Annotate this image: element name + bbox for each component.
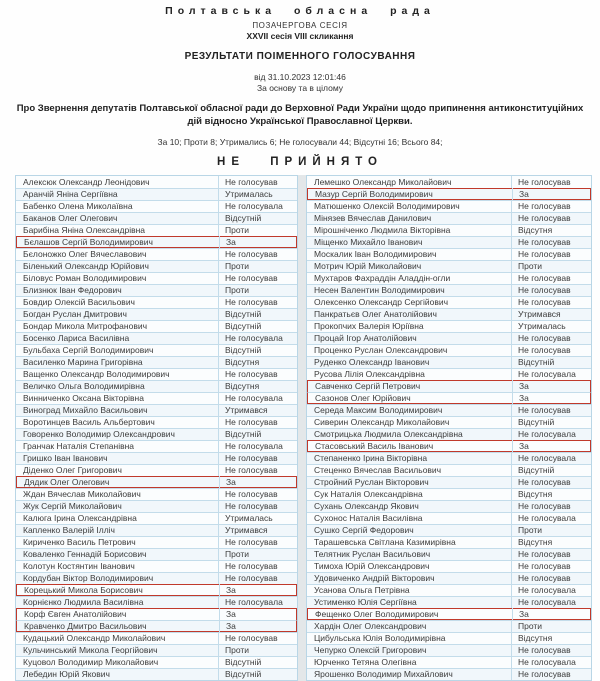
table-row [307,452,591,464]
deputy-name: Бовдир Олексій Васильович [16,296,219,308]
vote-value: Утрималась [225,513,273,524]
table-row [16,356,297,368]
deputy-name: Дядик Олег Олегович [17,476,220,488]
table-row [307,620,591,632]
table-row [307,392,591,404]
table-row [16,440,297,452]
table-row [307,248,591,260]
deputy-name: Смотрицька Людмила Олександрівна [307,428,512,440]
voting-table-left [15,175,298,681]
deputy-name: Кириченко Василь Петрович [16,536,219,548]
table-row [16,584,297,596]
deputy-name: Фещенко Олег Володимирович [308,608,513,620]
table-row [307,308,591,320]
table-row [16,320,297,332]
deputy-name: Виноград Михайло Васильович [16,404,219,416]
deputy-name: Жук Сергій Миколайович [16,500,219,512]
deputy-name: Мотрич Юрій Миколайович [307,260,512,272]
vote-value: Не голосував [518,645,571,656]
table-row [16,344,297,356]
deputy-name: Міщенко Михайло Іванович [307,236,512,248]
vote-value: Не голосувала [518,657,576,668]
vote-value: Не голосувала [518,453,576,464]
table-row [16,308,297,320]
deputy-name: Тарашевська Світлана Казимирівна [307,536,512,548]
vote-value: Не голосував [518,249,571,260]
vote-value: Не голосував [518,345,571,356]
vote-summary: За 10; Проти 8; Утримались 6; Не голосували 44; Відсутні 16; Всього 84; [157,136,443,147]
table-row [16,488,297,500]
vote-decision: НЕ ПРИЙНЯТО [217,155,383,168]
deputy-name: Чепурко Олексій Григорович [307,644,512,656]
table-row [307,536,591,548]
deputy-name: Корецький Микола Борисович [17,584,220,596]
table-row [16,620,297,632]
deputy-name: Стеценко Вячеслав Васильович [307,464,512,476]
table-row [307,296,591,308]
vote-value: Відсутній [225,345,262,356]
deputy-name: Процай Ігор Анатолійович [307,332,512,344]
deputy-name: Цибульська Юлія Володимирівна [307,632,512,644]
deputy-name: Степаненко Ірина Вікторівна [307,452,512,464]
vote-value: Не голосував [518,176,571,187]
vote-value: Відсутній [225,669,262,680]
vote-value: Не голосував [518,669,571,680]
vote-value: Проти [518,261,543,272]
vote-value: Не голосував [518,213,571,224]
deputy-name: Діденко Олег Григорович [16,464,219,476]
table-row [307,656,591,668]
table-row [307,380,591,392]
vote-value: Не голосувала [518,429,576,440]
table-row [307,500,591,512]
table-row [16,452,297,464]
deputy-name: Кравченко Дмитро Васильович [17,620,220,632]
vote-value: Не голосував [225,176,278,187]
table-row [307,524,591,536]
vote-value: За [226,609,236,620]
column-gutter [298,175,306,681]
vote-value: Відсутній [225,213,262,224]
deputy-name: Баканов Олег Олегович [16,212,219,224]
vote-value: Відсутній [518,417,555,428]
deputy-name: Гришко Іван Іванович [16,452,219,464]
deputy-name: Стасовський Василь Іванович [308,440,513,452]
deputy-name: Удовиченко Андрій Вікторович [307,572,512,584]
vote-question: Про Звернення депутатів Полтавської обласної ради до Верховної Ради України щодо припинення антиконституційних дій відносно Української Православної Церкви. [16,103,584,127]
vote-value: Не голосував [518,549,571,560]
vote-value: За [226,620,236,631]
vote-value: Відсутня [225,357,260,368]
deputy-name: Матюшенко Олексій Володимирович [307,200,512,212]
deputy-name: Несен Валентин Володимирович [307,284,512,296]
vote-value: Проти [225,549,250,560]
deputy-name: Аранчій Яніна Сергіївна [16,188,219,200]
vote-value: Не голосував [225,297,278,308]
deputy-name: Савченко Сергій Петрович [308,380,513,392]
vote-value: Відсутня [225,381,260,392]
vote-value: Утримався [225,525,268,536]
vote-value: Не голосував [225,453,278,464]
document-header [0,0,600,168]
vote-value: Не голосувала [518,585,576,596]
deputy-name: Телятник Руслан Васильович [307,548,512,560]
table-row [16,548,297,560]
table-row [16,524,297,536]
vote-value: Не голосувала [225,441,283,452]
vote-value: Не голосував [225,465,278,476]
deputy-name: Олексенко Олександр Сергійович [307,296,512,308]
vote-value: За [226,476,236,487]
table-row [16,236,297,248]
vote-value: Відсутній [518,357,555,368]
vote-value: Проти [225,645,250,656]
deputy-name: Коваленко Геннадій Борисович [16,548,219,560]
deputy-name: Бєлоножко Олег Вячеславович [16,248,219,260]
deputy-name: Прокопчих Валерія Юріївна [307,320,512,332]
vote-value: Не голосував [518,333,571,344]
table-row [16,380,297,392]
table-row [307,596,591,608]
vote-value: Не голосувала [225,333,283,344]
deputy-name: Бондар Микола Митрофанович [16,320,219,332]
deputy-name: Богдан Руслан Дмитрович [16,308,219,320]
deputy-name: Ярошенко Володимир Михайлович [307,668,512,680]
deputy-name: Мірошніченко Людмила Вікторівна [307,224,512,236]
vote-value: Не голосував [225,537,278,548]
table-row [16,416,297,428]
vote-value: Не голосувала [518,513,576,524]
vote-value: Відсутня [518,489,553,500]
deputy-name: Лемешко Олександр Миколайович [307,176,512,188]
vote-value: Проти [518,525,543,536]
deputy-name: Стройний Руслан Вікторович [307,476,512,488]
deputy-name: Кульчинський Микола Георгійович [16,644,219,656]
deputy-name: Сухань Олександр Якович [307,500,512,512]
deputy-name: Барибіна Яніна Олександрівна [16,224,219,236]
table-row [307,332,591,344]
deputy-name: Корнієнко Людмила Василівна [16,596,219,608]
table-row [307,476,591,488]
table-row [307,668,591,680]
vote-value: Відсутня [518,225,553,236]
vote-value: Відсутній [518,465,555,476]
table-row [16,260,297,272]
deputy-name: Винниченко Оксана Вікторівна [16,392,219,404]
deputy-name: Панкратьєв Олег Анатолійович [307,308,512,320]
vote-value: Не голосував [518,201,571,212]
table-row [16,332,297,344]
deputy-name: Біловус Роман Володимирович [16,272,219,284]
table-row [16,368,297,380]
vote-value: Проти [518,621,543,632]
table-row [307,320,591,332]
vote-value: За [519,188,529,199]
table-row [16,404,297,416]
table-row [16,500,297,512]
deputy-name: Кудацький Олександр Миколайович [16,632,219,644]
table-row [16,188,297,200]
vote-value: За [519,608,529,619]
vote-value: Проти [225,225,250,236]
table-row [307,188,591,200]
deputy-name: Сазонов Олег Юрійович [308,392,513,404]
deputy-name: Мухтаров Фахраддін Аладдін-огли [307,272,512,284]
deputy-name: Гранчак Наталія Степанівна [16,440,219,452]
table-row [16,644,297,656]
voting-tables [15,175,600,681]
table-row [16,512,297,524]
table-row [16,608,297,620]
vote-value: Відсутня [518,537,553,548]
vote-value: Не голосував [518,273,571,284]
deputy-name: Воротинцев Василь Альбертович [16,416,219,428]
vote-value: Не голосував [518,501,571,512]
table-row [16,632,297,644]
vote-value: За [519,392,529,403]
deputy-name: Проценко Руслан Олександрович [307,344,512,356]
table-row [307,404,591,416]
table-row [16,272,297,284]
deputy-name: Мінязев Вячеслав Данилович [307,212,512,224]
deputy-name: Хардін Олег Олександрович [307,620,512,632]
deputy-name: Сиверин Олександр Миколайович [307,416,512,428]
deputy-name: Говоренко Володимир Олександрович [16,428,219,440]
deputy-name: Руденко Олександр Іванович [307,356,512,368]
deputy-name: Корф Євген Анатолійович [17,608,220,620]
table-row [16,248,297,260]
table-row [307,416,591,428]
deputy-name: Величко Ольга Володимирівна [16,380,219,392]
vote-value: Не голосував [225,273,278,284]
vote-basis: За основу та в цілому [256,83,344,93]
table-row [307,368,591,380]
deputy-name: Сушко Сергій Федорович [307,524,512,536]
deputy-name: Близнюк Іван Федорович [16,284,219,296]
vote-value: За [226,236,236,247]
table-row [307,584,591,596]
vote-value: Не голосував [225,249,278,260]
vote-value: Проти [225,261,250,272]
table-row [307,440,591,452]
table-row [16,536,297,548]
vote-value: Не голосував [225,633,278,644]
deputy-name: Русова Лілія Олександрівна [307,368,512,380]
deputy-name: Усанова Ольга Петрівна [307,584,512,596]
document-title: РЕЗУЛЬТАТИ ПОІМЕННОГО ГОЛОСУВАННЯ [184,51,416,62]
table-row [16,392,297,404]
vote-value: Утрималась [225,189,273,200]
vote-value: Не голосувала [225,597,283,608]
table-row [307,644,591,656]
vote-value: Не голосувала [518,597,576,608]
vote-value: За [519,440,529,451]
vote-value: Відсутня [518,633,553,644]
table-row [16,212,297,224]
deputy-name: Ждан Вячеслав Миколайович [16,488,219,500]
deputy-name: Москалик Іван Володимирович [307,248,512,260]
table-row [307,236,591,248]
table-row [307,464,591,476]
table-row [307,632,591,644]
table-row [307,572,591,584]
table-row [16,224,297,236]
deputy-name: Юрченко Тетяна Олегівна [307,656,512,668]
table-row [307,548,591,560]
deputy-name: Кордубан Віктор Володимирович [16,572,219,584]
table-row [307,272,591,284]
deputy-name: Капленко Валерій Ілліч [16,524,219,536]
vote-value: Не голосувала [518,369,576,380]
vote-value: За [226,584,236,595]
vote-value: Не голосувала [225,201,283,212]
table-row [307,488,591,500]
vote-value: Не голосував [518,237,571,248]
table-row [16,596,297,608]
session-number: XXVII сесія VIII скликання [246,31,354,41]
deputy-name: Сухонос Наталія Василівна [307,512,512,524]
deputy-name: Ващенко Олександр Володимирович [16,368,219,380]
vote-datetime: від 31.10.2023 12:01:46 [254,72,346,82]
table-row [307,260,591,272]
deputy-name: Мазур Сергій Володимирович [308,188,513,200]
vote-value: Не голосував [518,297,571,308]
deputy-name: Сук Наталія Олександрівна [307,488,512,500]
vote-value: Відсутній [225,321,262,332]
table-row [16,464,297,476]
deputy-name: Біленький Олександр Юрійович [16,260,219,272]
vote-value: Утрималась [518,321,566,332]
vote-value: Не голосував [518,573,571,584]
vote-value: Не голосував [225,573,278,584]
table-row [16,476,297,488]
vote-value: Відсутній [225,429,262,440]
deputy-name: Лебедин Юрій Якович [16,668,219,680]
vote-value: Не голосувала [225,393,283,404]
vote-value: Не голосував [225,561,278,572]
table-row [307,560,591,572]
deputy-name: Алексюк Олександр Леонідович [16,176,219,188]
deputy-name: Бульбаха Сергій Володимирович [16,344,219,356]
deputy-name: Тимоха Юрій Олександрович [307,560,512,572]
vote-value: Не голосував [518,561,571,572]
deputy-name: Бєлашов Сергій Володимирович [17,236,220,248]
voting-table-right [306,175,592,681]
table-row [307,284,591,296]
vote-value: Не голосував [518,477,571,488]
deputy-name: Василенко Марина Григорівна [16,356,219,368]
table-row [16,572,297,584]
table-row [16,176,297,188]
table-row [307,344,591,356]
vote-value: За [519,381,529,392]
organization-title: Полтавська обласна рада [165,5,435,17]
vote-value: Не голосував [225,501,278,512]
deputy-name: Куцовол Володимир Миколайович [16,656,219,668]
session-type: ПОЗАЧЕРГОВА СЕСІЯ [252,21,348,30]
table-row [16,428,297,440]
table-row [307,212,591,224]
table-row [307,200,591,212]
table-row [16,296,297,308]
table-row [16,656,297,668]
table-row [307,608,591,620]
vote-value: Не голосував [225,489,278,500]
deputy-name: Бабенко Олена Миколаївна [16,200,219,212]
table-row [16,560,297,572]
table-row [16,200,297,212]
vote-value: Не голосував [225,369,278,380]
vote-value: Утримався [518,309,561,320]
deputy-name: Устименко Юлія Сергіївна [307,596,512,608]
deputy-name: Колотун Костянтин Іванович [16,560,219,572]
table-row [307,356,591,368]
vote-value: Відсутній [225,309,262,320]
vote-value: Утримався [225,405,268,416]
deputy-name: Середа Максим Володимирович [307,404,512,416]
vote-value: Проти [225,285,250,296]
table-row [16,668,297,680]
table-row [307,512,591,524]
deputy-name: Босенко Лариса Василівна [16,332,219,344]
table-row [16,284,297,296]
vote-value: Не голосував [225,417,278,428]
table-row [307,428,591,440]
table-row [307,224,591,236]
table-row [307,176,591,188]
vote-value: Не голосував [518,285,571,296]
vote-value: Відсутній [225,657,262,668]
vote-value: Не голосував [518,405,571,416]
deputy-name: Калюга Ірина Олександрівна [16,512,219,524]
